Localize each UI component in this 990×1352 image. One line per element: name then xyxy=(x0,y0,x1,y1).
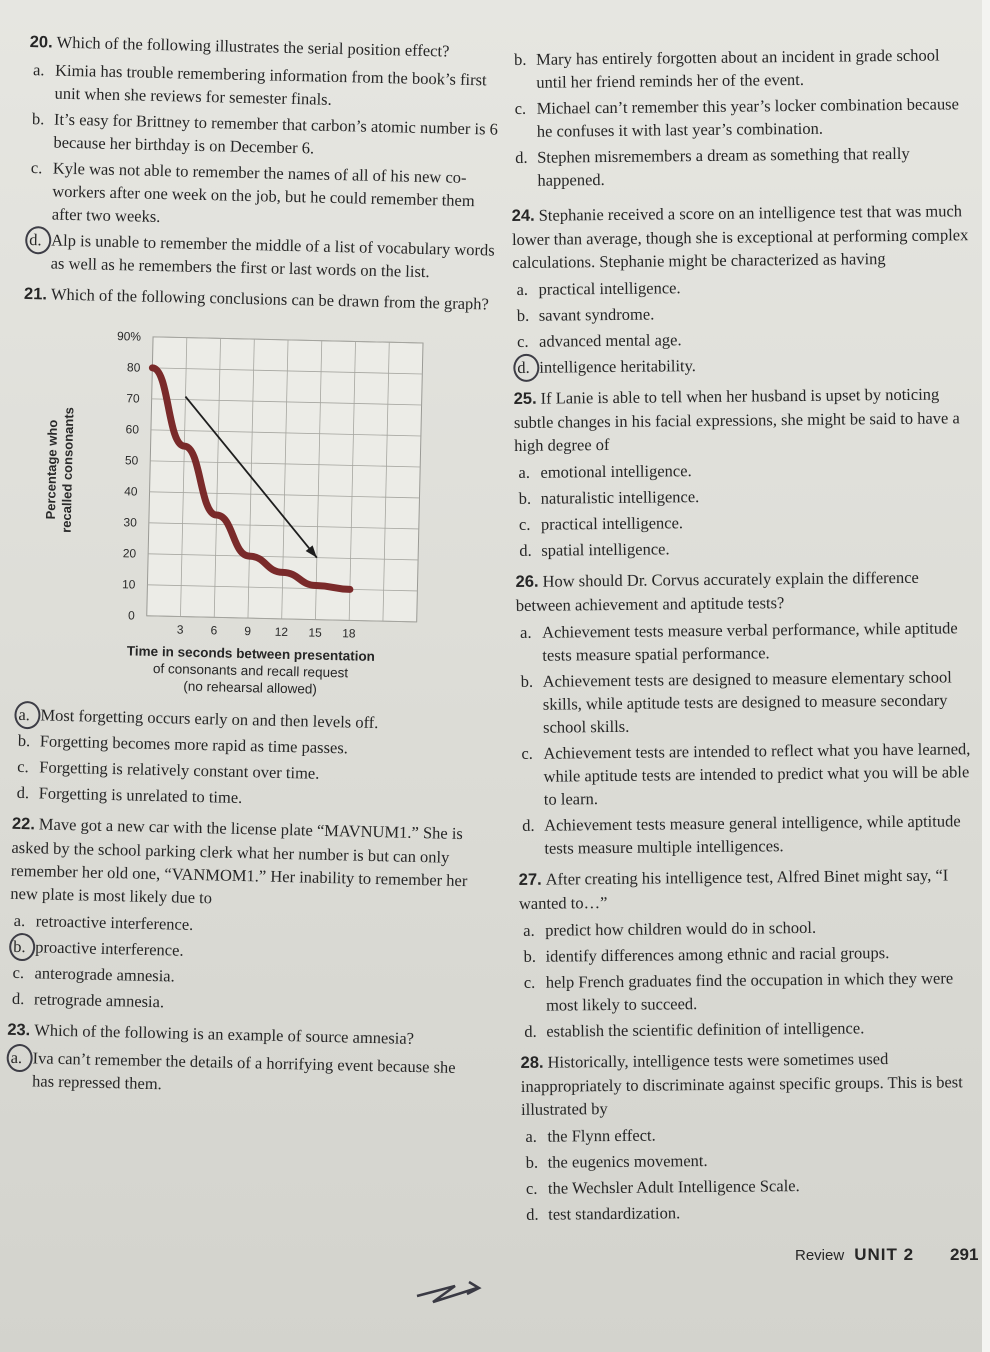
question-stem: Mave got a new car with the license plate “MAVNUM1.” She is asked by the school parking clerk what her number is but can only remember her old one, “VANMOM1.” Her inability to remember her new plate is most likely due to xyxy=(10,814,468,908)
question-number: 24. xyxy=(511,206,535,225)
y-tick-label: 90% xyxy=(116,329,142,344)
option-b[interactable] xyxy=(517,665,978,739)
option-a[interactable] xyxy=(6,1046,477,1103)
x-tick-label: 18 xyxy=(342,626,356,641)
question-25 xyxy=(514,382,976,562)
option-letter: b. xyxy=(525,1152,539,1172)
option-text: practical intelligence. xyxy=(540,513,684,534)
option-b[interactable] xyxy=(519,940,979,968)
option-d[interactable] xyxy=(518,809,978,860)
option-letter: d. xyxy=(515,147,528,167)
option-letter: b. xyxy=(523,946,536,966)
question-number: 27. xyxy=(518,870,542,889)
question-stem: Which of the following is an example of source amnesia? xyxy=(34,1020,415,1048)
question-number: 23. xyxy=(7,1020,31,1040)
option-letter: d. xyxy=(16,782,30,803)
question-24 xyxy=(512,199,974,379)
option-a[interactable] xyxy=(519,914,979,942)
option-text: Alp is unable to remember the middle of a list of vocabulary words as well as he remembers the first or last words on the list. xyxy=(50,230,495,282)
x-tick-label: 9 xyxy=(244,624,252,639)
x-axis-label-line-1: Time in seconds between presentation xyxy=(126,643,376,664)
option-text: the eugenics movement. xyxy=(547,1150,708,1172)
option-d[interactable] xyxy=(522,1198,982,1226)
option-text: Kimia has trouble remembering information from the book’s first unit when she reviews for semester finals. xyxy=(54,60,487,109)
option-text: intelligence heritability. xyxy=(539,356,696,377)
option-letter: b. xyxy=(514,49,527,69)
x-tick-label: 3 xyxy=(176,622,184,637)
question-28 xyxy=(521,1046,983,1226)
y-tick-label: 40 xyxy=(124,484,138,499)
left-column xyxy=(6,30,500,1110)
chart-grid xyxy=(147,337,423,622)
question-number: 28. xyxy=(520,1053,544,1072)
option-d[interactable] xyxy=(520,1015,980,1043)
option-letter-circled: d. xyxy=(29,230,42,250)
x-tick-label: 12 xyxy=(274,624,289,640)
option-text: savant syndrome. xyxy=(538,304,655,325)
page-edge xyxy=(982,0,990,1352)
option-list xyxy=(514,456,975,562)
question-number: 21. xyxy=(23,284,48,304)
option-d[interactable] xyxy=(513,351,973,379)
y-tick-label: 50 xyxy=(124,453,139,468)
question-22 xyxy=(8,812,482,1021)
option-c[interactable] xyxy=(522,1172,982,1200)
x-tick-label: 6 xyxy=(210,623,218,638)
option-text: Forgetting becomes more rapid as time passes. xyxy=(39,731,349,758)
option-text: retrograde amnesia. xyxy=(33,989,165,1012)
option-b[interactable] xyxy=(27,107,498,164)
option-text: proactive interference. xyxy=(34,937,184,960)
option-list xyxy=(516,616,978,860)
y-tick-label: 10 xyxy=(121,577,136,592)
option-letter-circled: b. xyxy=(12,936,26,957)
option-d[interactable] xyxy=(24,228,495,285)
question-stem: Historically, intelligence tests were sometimes used inappropriately to discriminate against specific groups. This is best illustrated by xyxy=(520,1049,963,1119)
option-letter: c. xyxy=(17,756,29,777)
question-stem: How should Dr. Corvus accurately explain the difference between achievement and aptitude tests? xyxy=(515,567,919,615)
footer-unit: UNIT 2 xyxy=(854,1245,915,1264)
option-a[interactable] xyxy=(28,58,499,115)
option-text: naturalistic intelligence. xyxy=(540,487,700,508)
option-list xyxy=(512,273,973,379)
option-letter: d. xyxy=(522,815,535,835)
option-letter: a. xyxy=(523,920,535,940)
chart-svg xyxy=(16,314,443,643)
chart-axis-labels xyxy=(43,407,77,533)
option-letter: a. xyxy=(518,462,530,482)
option-c[interactable] xyxy=(511,92,971,143)
option-letter: c. xyxy=(523,972,536,992)
option-text: Achievement tests measure verbal performance, while aptitude tests measure spatial performance. xyxy=(542,618,958,665)
option-list xyxy=(519,914,980,1043)
question-stem: Which of the following illustrates the serial position effect? xyxy=(56,32,450,61)
option-d[interactable] xyxy=(515,534,975,562)
option-letter: b. xyxy=(17,730,31,751)
option-letter: d. xyxy=(524,1021,537,1041)
page-footer xyxy=(795,1245,978,1265)
option-letter: b. xyxy=(516,305,530,325)
option-letter: c. xyxy=(12,962,25,983)
question-stem: After creating his intelligence test, Alfred Binet might say, “I wanted to…” xyxy=(518,865,949,913)
question-23 xyxy=(6,1018,478,1103)
option-b[interactable] xyxy=(510,43,970,94)
page-number: 291 xyxy=(950,1245,979,1264)
pen-scribble-icon xyxy=(415,1272,485,1308)
option-letter: b. xyxy=(31,109,45,129)
y-axis-label-line-1: Percentage who xyxy=(42,419,61,520)
question-number: 20. xyxy=(29,32,53,52)
option-text: It’s easy for Brittney to remember that carbon’s atomic number is 6 because her birthday is on December 6. xyxy=(53,109,499,158)
option-text: Kyle was not able to remember the names of all of his new co-workers after one week on the job, but he could remember them after two weeks. xyxy=(51,158,475,227)
question-27 xyxy=(519,863,981,1043)
option-text: Most forgetting occurs early on and then levels off. xyxy=(40,705,379,733)
question-number: 22. xyxy=(11,814,36,834)
option-list xyxy=(521,1120,982,1226)
question-26 xyxy=(515,565,978,860)
option-d[interactable] xyxy=(511,141,971,192)
option-a[interactable] xyxy=(516,616,976,667)
option-letter-circled: d. xyxy=(517,357,530,377)
right-column xyxy=(510,43,982,1234)
question-stem: If Lanie is able to tell when her husband is upset by noticing subtle changes in his facial expressions, she might be said to have a high degree of xyxy=(513,384,960,455)
option-text: Iva can’t remember the details of a horrifying event because she has repressed them. xyxy=(31,1048,456,1094)
option-b[interactable] xyxy=(522,1146,982,1174)
option-letter: d. xyxy=(519,540,532,560)
option-b[interactable] xyxy=(515,482,975,510)
option-text: Forgetting is relatively constant over time. xyxy=(39,757,320,783)
question-number: 26. xyxy=(515,572,539,591)
question-23-continued xyxy=(510,43,971,192)
option-letter-circled: a. xyxy=(10,1047,23,1068)
x-axis-caption xyxy=(85,641,416,699)
y-axis-label-line-2: recalled consonants xyxy=(58,406,77,533)
option-letter: d. xyxy=(526,1204,539,1224)
option-letter: c. xyxy=(521,743,533,763)
option-text: establish the scientific definition of intelligence. xyxy=(546,1018,865,1041)
option-c[interactable] xyxy=(520,966,980,1017)
option-text: help French graduates find the occupation in which they were most likely to succeed. xyxy=(545,968,954,1015)
option-text: Stephen misremembers a dream as something that really happened. xyxy=(537,143,910,190)
option-text: Achievement tests measure general intelligence, while aptitude tests measure multiple intelligences. xyxy=(544,811,961,858)
option-letter: c. xyxy=(516,331,529,351)
option-a[interactable] xyxy=(512,273,972,301)
y-tick-label: 60 xyxy=(125,422,140,437)
option-letter: b. xyxy=(520,671,534,691)
x-tick-label: 15 xyxy=(308,625,322,640)
option-letter: a. xyxy=(525,1126,537,1146)
option-text: the Wechsler Adult Intelligence Scale. xyxy=(547,1176,800,1198)
option-text: predict how children would do in school. xyxy=(545,917,817,940)
option-c[interactable] xyxy=(26,156,497,236)
option-list xyxy=(6,1046,477,1103)
option-letter: c. xyxy=(514,98,527,118)
option-list xyxy=(8,909,480,1021)
option-letter: d. xyxy=(11,988,25,1009)
option-text: the Flynn effect. xyxy=(547,1125,656,1146)
option-text: Achievement tests are intended to reflect what you have learned, while aptitude tests are intended to predict what you will be able to learn. xyxy=(543,739,971,809)
option-text: anterograde amnesia. xyxy=(34,963,175,986)
option-a[interactable] xyxy=(514,456,974,484)
footer-review: Review xyxy=(795,1247,845,1264)
option-letter: c. xyxy=(30,158,43,178)
y-tick-label: 30 xyxy=(123,515,138,530)
option-text: test standardization. xyxy=(548,1203,681,1224)
forgetting-curve-chart xyxy=(15,314,493,702)
question-stem: Which of the following conclusions can be drawn from the graph? xyxy=(50,284,490,314)
option-text: advanced mental age. xyxy=(538,330,682,351)
option-text: retroactive interference. xyxy=(35,911,194,934)
option-letter: c. xyxy=(525,1178,538,1198)
option-b[interactable] xyxy=(513,299,973,327)
option-letter: a. xyxy=(516,279,529,299)
option-letter: c. xyxy=(518,514,531,534)
question-20 xyxy=(24,30,499,285)
option-list xyxy=(12,703,484,815)
option-list xyxy=(24,58,499,285)
option-a[interactable] xyxy=(521,1120,981,1148)
y-tick-label: 20 xyxy=(122,546,137,561)
option-letter: a. xyxy=(520,622,532,642)
option-text: practical intelligence. xyxy=(538,278,681,299)
x-axis-label-line-3: (no rehearsal allowed) xyxy=(183,678,318,697)
option-text: Forgetting is unrelated to time. xyxy=(38,783,243,808)
option-text: Achievement tests are designed to measure elementary school skills, while aptitude tests are designed to measure secondary school skills. xyxy=(542,667,952,737)
option-c[interactable] xyxy=(515,508,975,536)
y-tick-label: 70 xyxy=(126,391,140,406)
question-number: 25. xyxy=(513,389,537,408)
question-21 xyxy=(12,282,494,815)
y-tick-label: 0 xyxy=(127,608,135,623)
option-letter: a. xyxy=(32,60,45,80)
option-letter: b. xyxy=(518,488,532,508)
option-letter-circled: a. xyxy=(18,704,31,725)
question-stem: Stephanie received a score on an intelligence test that was much lower than average, though she is exceptional at performing complex calculations. Stephanie might be characterized as having xyxy=(511,201,969,272)
option-text: emotional intelligence. xyxy=(540,461,692,482)
option-text: Mary has entirely forgotten about an incident in grade school until her friend reminds her of the event. xyxy=(536,45,940,92)
x-axis-label-line-2: of consonants and recall request xyxy=(152,660,349,681)
option-c[interactable] xyxy=(517,737,978,811)
y-tick-label: 80 xyxy=(126,360,141,375)
option-letter: a. xyxy=(13,910,26,931)
option-text: identify differences among ethnic and racial groups. xyxy=(545,943,890,966)
option-text: spatial intelligence. xyxy=(541,539,670,560)
option-c[interactable] xyxy=(513,325,973,353)
option-text: Michael can’t remember this year’s locker combination because he confuses it with last year’s combination. xyxy=(536,94,959,141)
